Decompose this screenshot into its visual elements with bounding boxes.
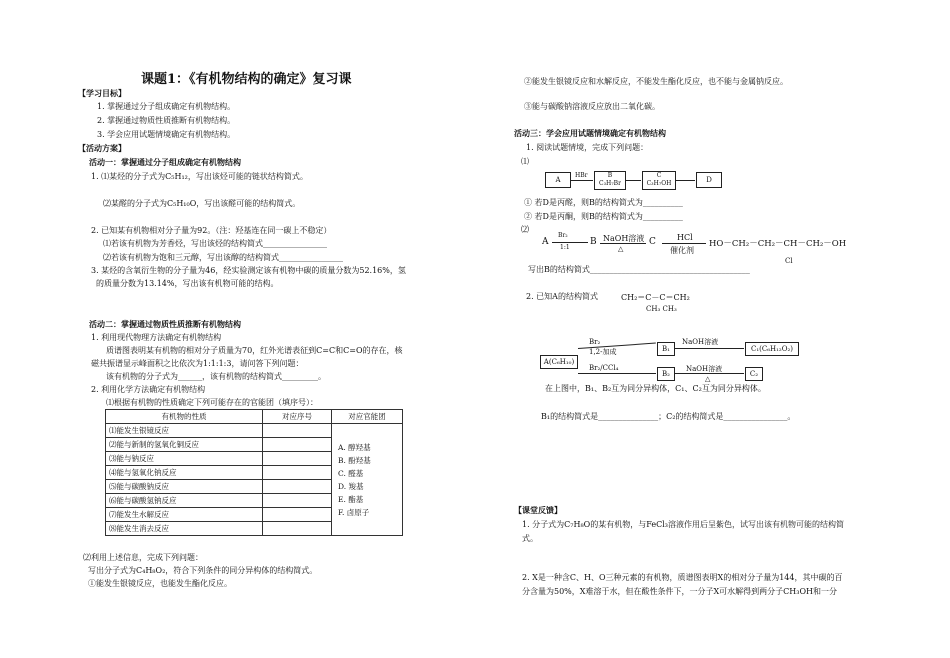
- table-row-property: ⑶能与钠反应: [106, 452, 263, 466]
- product-formula: HO－CH₂－CH₂－CH－CH₂－OH: [709, 239, 847, 249]
- table-row-property: ⑺能发生水解反应: [106, 508, 263, 522]
- group-item: B. 酚羟基: [338, 455, 371, 465]
- reagent-label: △: [705, 375, 711, 383]
- feedback-text: 分含量为50%，X难溶于水，但在酸性条件下，一分子X可水解得到两分子CH₃OH和一分: [522, 587, 838, 596]
- question-text: 写出分子式为C₄H₈O₂，符合下列条件的同分异构体的结构简式。: [88, 566, 318, 575]
- page-title: 课题1：《有机物结构的确定》复习课: [141, 72, 352, 87]
- group-item: F. 卤原子: [338, 507, 370, 517]
- question-text: ⑴根据有机物的性质确定下列可能存在的官能团（填序号）：: [106, 398, 318, 407]
- table-row-property: ⑸能与碳酸钠反应: [106, 480, 263, 494]
- group-item: C. 醛基: [338, 468, 364, 478]
- flow-box: [642, 171, 676, 190]
- answer-cell[interactable]: [263, 424, 332, 438]
- flow-box: A: [545, 172, 571, 188]
- group-item: D. 羧基: [338, 481, 364, 491]
- group-item: E. 酯基: [338, 494, 364, 504]
- question-text: 2. 利用化学方法确定有机物结构: [91, 385, 206, 394]
- question-text: 1. 利用现代物理方法确定有机物结构: [91, 333, 222, 342]
- table-row-property: ⑵能与新制的氢氧化铜反应: [106, 438, 263, 452]
- flow-box: A(C₆H₁₀): [540, 355, 578, 369]
- arrow-line: [675, 180, 695, 181]
- table-header: 有机物的性质: [106, 410, 263, 424]
- flow-box: C₁(C₆H₁₂O₂): [745, 342, 799, 356]
- plan-header: 【活动方案】: [78, 143, 126, 153]
- question-text: 2. 已知A的结构简式: [526, 292, 598, 301]
- subquestion-number: ⑴: [521, 157, 529, 166]
- question-text: 在上图中，B₁、B₂互为同分异构体，C₁、C₂互为同分异构体。: [545, 384, 766, 393]
- arrow-line: [625, 180, 641, 181]
- answer-cell[interactable]: [263, 438, 332, 452]
- answer-cell[interactable]: [263, 494, 332, 508]
- goal-item: 3. 学会应用试题情境确定有机物结构。: [97, 130, 236, 139]
- box-label: C: [656, 172, 662, 179]
- reagent-label: 催化剂: [670, 246, 694, 255]
- question-text: ⑵利用上述信息，完成下列问题：: [83, 553, 203, 562]
- subquestion-number: ⑵: [521, 225, 529, 234]
- question-text: 质谱图表明某有机物的相对分子质量为70，红外光谱表征到C=C和C=O的存在，核: [106, 346, 403, 355]
- answer-cell[interactable]: [263, 508, 332, 522]
- table-row-property: ⑹能与碳酸氢钠反应: [106, 494, 263, 508]
- reagent-label: 1:1: [560, 244, 570, 251]
- activity1-title: 活动一：掌握通过分子组成确定有机物结构: [89, 157, 241, 167]
- feedback-text: 1. 分子式为C₇H₈O的某有机物，与FeCl₃溶液作用后呈紫色，试写出该有机物可能的结构简: [522, 520, 844, 529]
- answer-cell[interactable]: [263, 466, 332, 480]
- activity3-title: 活动三：学会应用试题情境确定有机物结构: [514, 128, 666, 138]
- flow-box: D: [696, 172, 722, 188]
- substituent-label: Cl: [785, 257, 793, 265]
- flow-node: B: [590, 237, 597, 247]
- arrow-line: [674, 373, 744, 374]
- reagent-label: HBr: [575, 172, 588, 179]
- arrow-line: [674, 348, 744, 349]
- group-item: A. 醇羟基: [338, 442, 371, 452]
- box-label: B: [607, 172, 613, 179]
- arrow-line: [578, 373, 656, 374]
- question-text: 3. 某烃的含氧衍生物的分子量为46，经实验测定该有机物中碳的质量分数为52.16%，氢: [91, 266, 406, 275]
- question-text: 2. 已知某有机物相对分子量为92。（注：羟基连在同一碳上不稳定）: [91, 226, 332, 235]
- reagent-label: △: [618, 245, 624, 253]
- flow-box: C₂: [745, 367, 763, 381]
- question-text: 的质量分数为13.14%，写出该有机物可能的结构。: [96, 279, 279, 288]
- question-text: 写出B的结构简式________________________________________: [528, 265, 750, 274]
- feedback-text: 式。: [522, 534, 538, 543]
- flow-box: B₂: [657, 367, 675, 381]
- flow-box: B₁: [657, 342, 675, 356]
- reagent-label: Br₂/CCl₄: [589, 364, 619, 372]
- answer-cell[interactable]: [263, 480, 332, 494]
- question-text: ①能发生银镜反应，也能发生酯化反应。: [88, 579, 232, 588]
- table-row-property: ⑷能与氢氧化钠反应: [106, 466, 263, 480]
- flow-node: C: [649, 237, 656, 247]
- reagent-label: Br₂: [558, 232, 568, 239]
- question-text: 1. ⑴某烃的分子式为C₅H₁₂，写出该烃可能的链状结构简式。: [91, 172, 308, 181]
- question-text: B₁的结构简式是_______________；C₂的结构简式是________________。: [541, 412, 796, 421]
- flow-node: A: [542, 237, 549, 247]
- activity2-title: 活动二：掌握通过物质性质推断有机物结构: [89, 319, 241, 329]
- structure-substituents: CH₃ CH₃: [646, 305, 677, 313]
- table-row-property: ⑻能发生消去反应: [106, 522, 263, 536]
- properties-table: [105, 409, 403, 536]
- feedback-text: 2. X是一种含C、H、O三种元素的有机物，质谱图表明X的相对分子量为144，其中碳的百: [522, 573, 843, 582]
- condition-text: ③能与碳酸钠溶液反应放出二氧化碳。: [524, 102, 660, 111]
- table-row-property: ⑴能发生银镜反应: [106, 424, 263, 438]
- arrow-line: [662, 243, 706, 244]
- reagent-label: NaOH溶液: [682, 338, 719, 346]
- answer-cell[interactable]: [263, 522, 332, 536]
- table-header: 对应官能团: [332, 410, 403, 424]
- reagent-label: Br₂: [589, 338, 601, 346]
- question-text: ② 若D是丙酮，则B的结构简式为__________: [524, 212, 683, 221]
- question-text: 磁共振谱显示峰面积之比依次为1:1:1:3，请问答下列问题：: [91, 359, 304, 368]
- arrow-line: [571, 180, 593, 181]
- flow-box: [594, 171, 626, 190]
- table-header: 对应序号: [263, 410, 332, 424]
- reagent-label: 1,2-加成: [589, 348, 617, 356]
- question-text: ⑵某醛的分子式为C₅H₁₀O，写出该醛可能的结构简式。: [103, 199, 301, 208]
- reagent-label: HCl: [677, 233, 693, 242]
- feedback-header: 【课堂反馈】: [514, 505, 562, 515]
- goal-item: 2. 掌握通过物质性质推断有机物结构。: [97, 116, 236, 125]
- question-text: ⑴若该有机物为芳香烃，写出该烃的结构简式________________: [103, 239, 327, 248]
- question-text: 1. 阅读试题情境，完成下列问题：: [526, 143, 649, 152]
- reagent-label: NaOH溶液: [686, 365, 723, 373]
- question-text: ⑵若该有机物为饱和三元醇，写出该醇的结构简式________________: [103, 253, 343, 262]
- question-text: ① 若D是丙醛，则B的结构简式为__________: [524, 198, 683, 207]
- goals-header: 【学习目标】: [78, 88, 126, 98]
- arrow-line: [552, 242, 588, 243]
- reagent-label: NaOH溶液: [603, 234, 645, 243]
- condition-text: ②能发生银镜反应和水解反应，不能发生酯化反应，也不能与金属钠反应。: [524, 77, 788, 86]
- box-formula: C₃H₇Br: [599, 180, 621, 187]
- goal-item: 1. 掌握通过分子组成确定有机物结构。: [97, 102, 236, 111]
- structure-formula: CH₂＝C－C＝CH₂: [621, 293, 690, 302]
- group-list: [332, 424, 403, 536]
- answer-cell[interactable]: [263, 452, 332, 466]
- arrow-line: [600, 243, 646, 244]
- box-formula: C₃H₇OH: [646, 180, 672, 187]
- question-text: 该有机物的分子式为______，该有机物的结构简式_________。: [106, 372, 326, 381]
